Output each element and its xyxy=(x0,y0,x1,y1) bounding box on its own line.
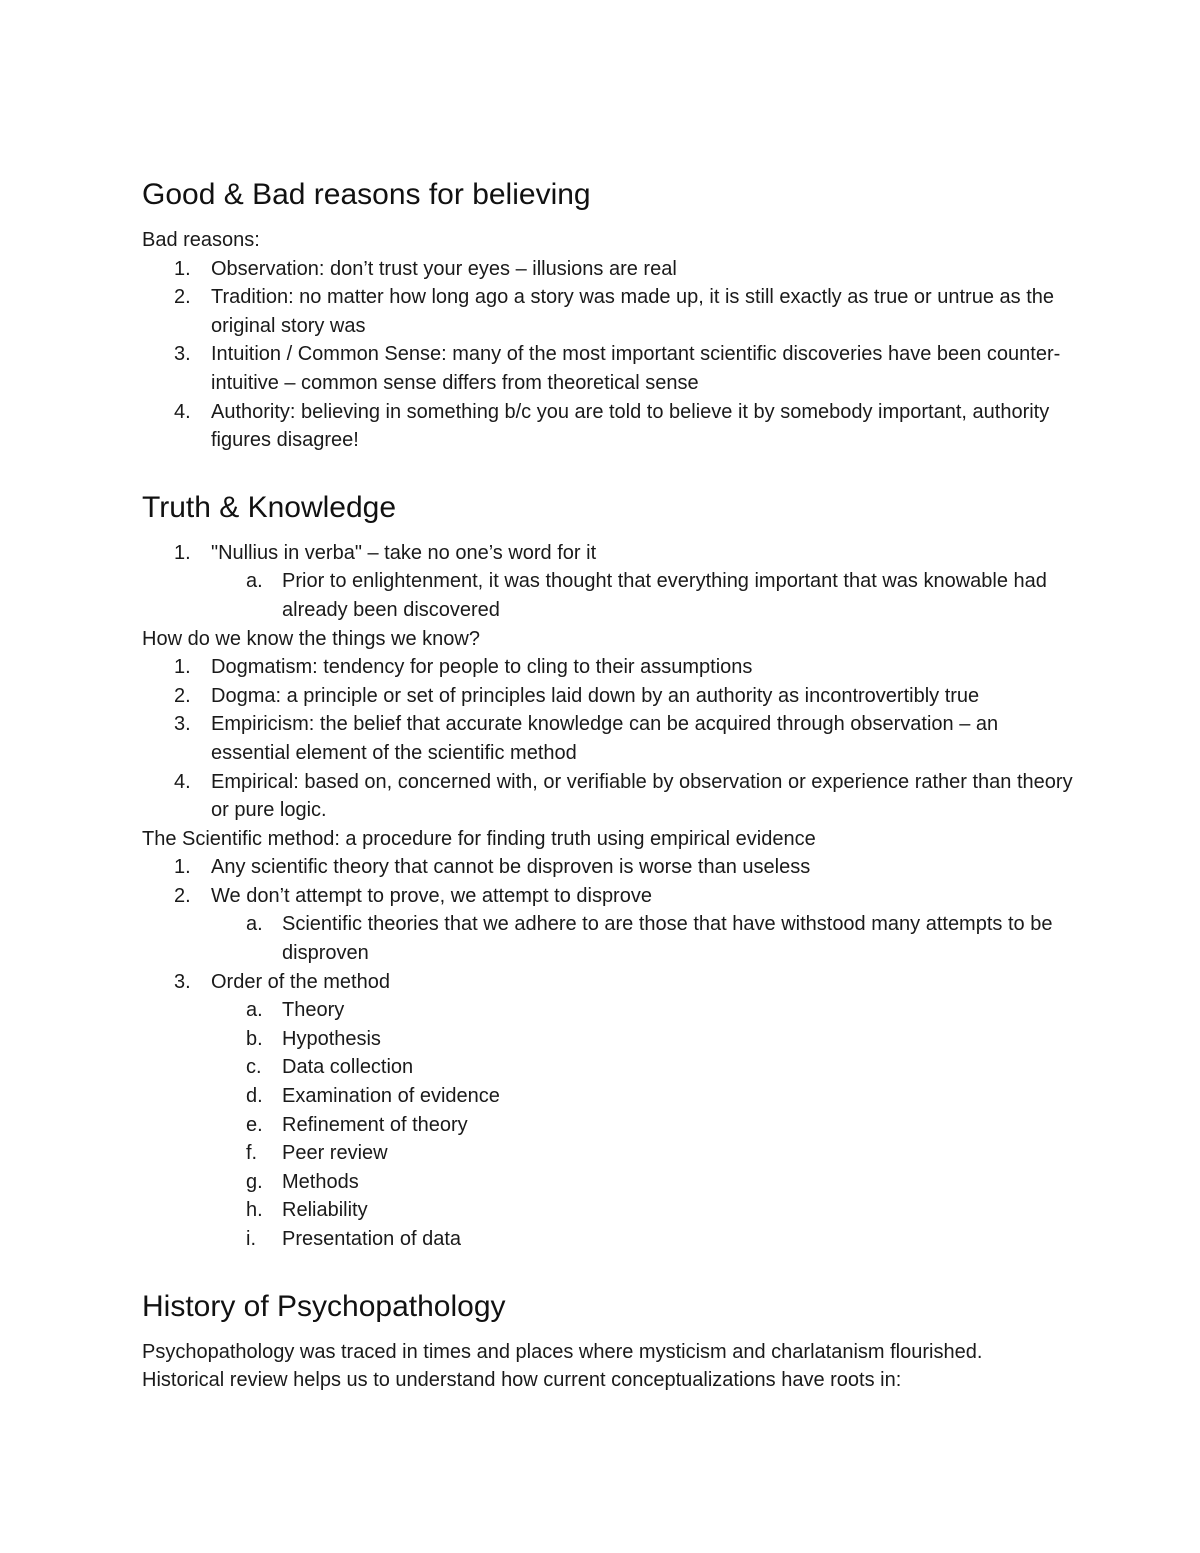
list-marker: e. xyxy=(246,1113,263,1136)
section-heading: Truth & Knowledge xyxy=(142,490,397,524)
list-item-text: Prior to enlightenment, it was thought that everything important that was knowable had already been discovered xyxy=(282,570,1047,621)
list-item xyxy=(142,682,1082,711)
sub-list-item xyxy=(142,1025,1082,1054)
list-item xyxy=(142,968,1082,997)
sub-list-item xyxy=(142,1139,1082,1168)
list-item-text: We don’t attempt to prove, we attempt to disprove xyxy=(211,884,652,907)
list-marker: 1. xyxy=(174,656,191,679)
list-marker: a. xyxy=(246,999,263,1022)
list-item xyxy=(142,255,1082,284)
list-item-text: Empirical: based on, concerned with, or verifiable by observation or experience rather than theory or pure logic. xyxy=(211,770,1073,822)
sub-list-item xyxy=(142,1196,1082,1225)
paragraph: Psychopathology was traced in times and places where mysticism and charlatanism flourished. xyxy=(142,1340,983,1363)
list-item-text: Scientific theories that we adhere to are those that have withstood many attempts to be disproven xyxy=(282,913,1053,965)
list-item-text: Presentation of data xyxy=(282,1228,462,1250)
list-item-text: Refinement of theory xyxy=(282,1113,468,1136)
section-history xyxy=(142,1288,1082,1395)
list-item xyxy=(142,853,1082,882)
sub-list-item xyxy=(142,910,1082,967)
paragraph: The Scientific method: a procedure for finding truth using empirical evidence xyxy=(142,827,816,850)
list-marker: 4. xyxy=(174,400,191,423)
list-item-text: Dogma: a principle or set of principles laid down by an authority as incontrovertibly true xyxy=(211,684,980,707)
sub-list-item xyxy=(142,1168,1082,1197)
list-item-text: Data collection xyxy=(282,1056,414,1079)
list-item xyxy=(142,398,1082,455)
list-item-text: Methods xyxy=(282,1170,359,1193)
list-item xyxy=(142,539,1082,568)
list-marker: 2. xyxy=(174,884,191,907)
list-item xyxy=(142,710,1082,767)
paragraph: Bad reasons: xyxy=(142,229,260,251)
list-item-text: Intuition / Common Sense: many of the most important scientific discoveries have been counter-intuitive – common sense differs from theoretical sense xyxy=(211,343,1061,394)
list-item-text: Examination of evidence xyxy=(282,1085,500,1108)
list-item-text: Reliability xyxy=(282,1199,368,1222)
list-marker: f. xyxy=(246,1142,258,1165)
paragraph: Historical review helps us to understand how current conceptualizations have roots in: xyxy=(142,1369,902,1392)
list-marker: d. xyxy=(246,1085,263,1108)
list-item-text: Dogmatism: tendency for people to cling to their assumptions xyxy=(211,656,753,679)
list-marker: 3. xyxy=(174,970,191,993)
list-item xyxy=(142,340,1082,397)
section-heading: Good & Bad reasons for believing xyxy=(142,178,591,211)
section-heading: History of Psychopathology xyxy=(142,1289,506,1323)
list-marker: g. xyxy=(246,1170,263,1193)
list-item xyxy=(142,768,1082,825)
list-item-text: Tradition: no matter how long ago a story was made up, it is still exactly as true or untrue as the original story was xyxy=(211,286,1054,337)
list-item-text: Authority: believing in something b/c you are told to believe it by somebody important, authority figures disagree! xyxy=(211,400,1050,452)
document-content xyxy=(142,176,1082,1421)
section-good-bad xyxy=(142,176,1082,455)
list-marker: 2. xyxy=(174,684,191,707)
list-item-text: Observation: don’t trust your eyes – illusions are real xyxy=(211,257,677,280)
list-item-text: Theory xyxy=(282,999,345,1022)
sub-list-item xyxy=(142,1111,1082,1140)
list-item xyxy=(142,882,1082,911)
list-marker: 3. xyxy=(174,713,191,736)
list-marker: b. xyxy=(246,1027,263,1050)
list-marker: i. xyxy=(246,1228,256,1250)
list-marker: 4. xyxy=(174,770,191,793)
list-marker: a. xyxy=(246,570,263,593)
list-item xyxy=(142,283,1082,340)
list-item xyxy=(142,653,1082,682)
sub-list-item xyxy=(142,1225,1082,1254)
list-marker: 2. xyxy=(174,286,191,309)
list-item-text: "Nullius in verba" – take no one’s word for it xyxy=(211,541,597,564)
section-truth-knowledge xyxy=(142,489,1082,1254)
method-steps-list xyxy=(142,996,1082,1253)
sub-list-item xyxy=(142,567,1082,624)
list-marker: h. xyxy=(246,1199,263,1222)
list-marker: 3. xyxy=(174,343,191,366)
sub-list-item xyxy=(142,996,1082,1025)
list-marker: 1. xyxy=(174,257,191,280)
list-marker: a. xyxy=(246,913,263,936)
list-marker: c. xyxy=(246,1056,262,1079)
list-marker: 1. xyxy=(174,856,191,879)
paragraph: How do we know the things we know? xyxy=(142,627,480,650)
numbered-list xyxy=(142,255,1082,455)
sub-list-item xyxy=(142,1082,1082,1111)
sub-list-item xyxy=(142,1053,1082,1082)
list-item-text: Hypothesis xyxy=(282,1027,381,1050)
list-item-text: Order of the method xyxy=(211,970,390,993)
list-marker: 1. xyxy=(174,541,191,564)
list-item-text: Any scientific theory that cannot be disproven is worse than useless xyxy=(211,856,811,879)
list-item-text: Peer review xyxy=(282,1142,388,1165)
list-item-text: Empiricism: the belief that accurate knowledge can be acquired through observation – an essential element of the scientific method xyxy=(211,713,999,764)
